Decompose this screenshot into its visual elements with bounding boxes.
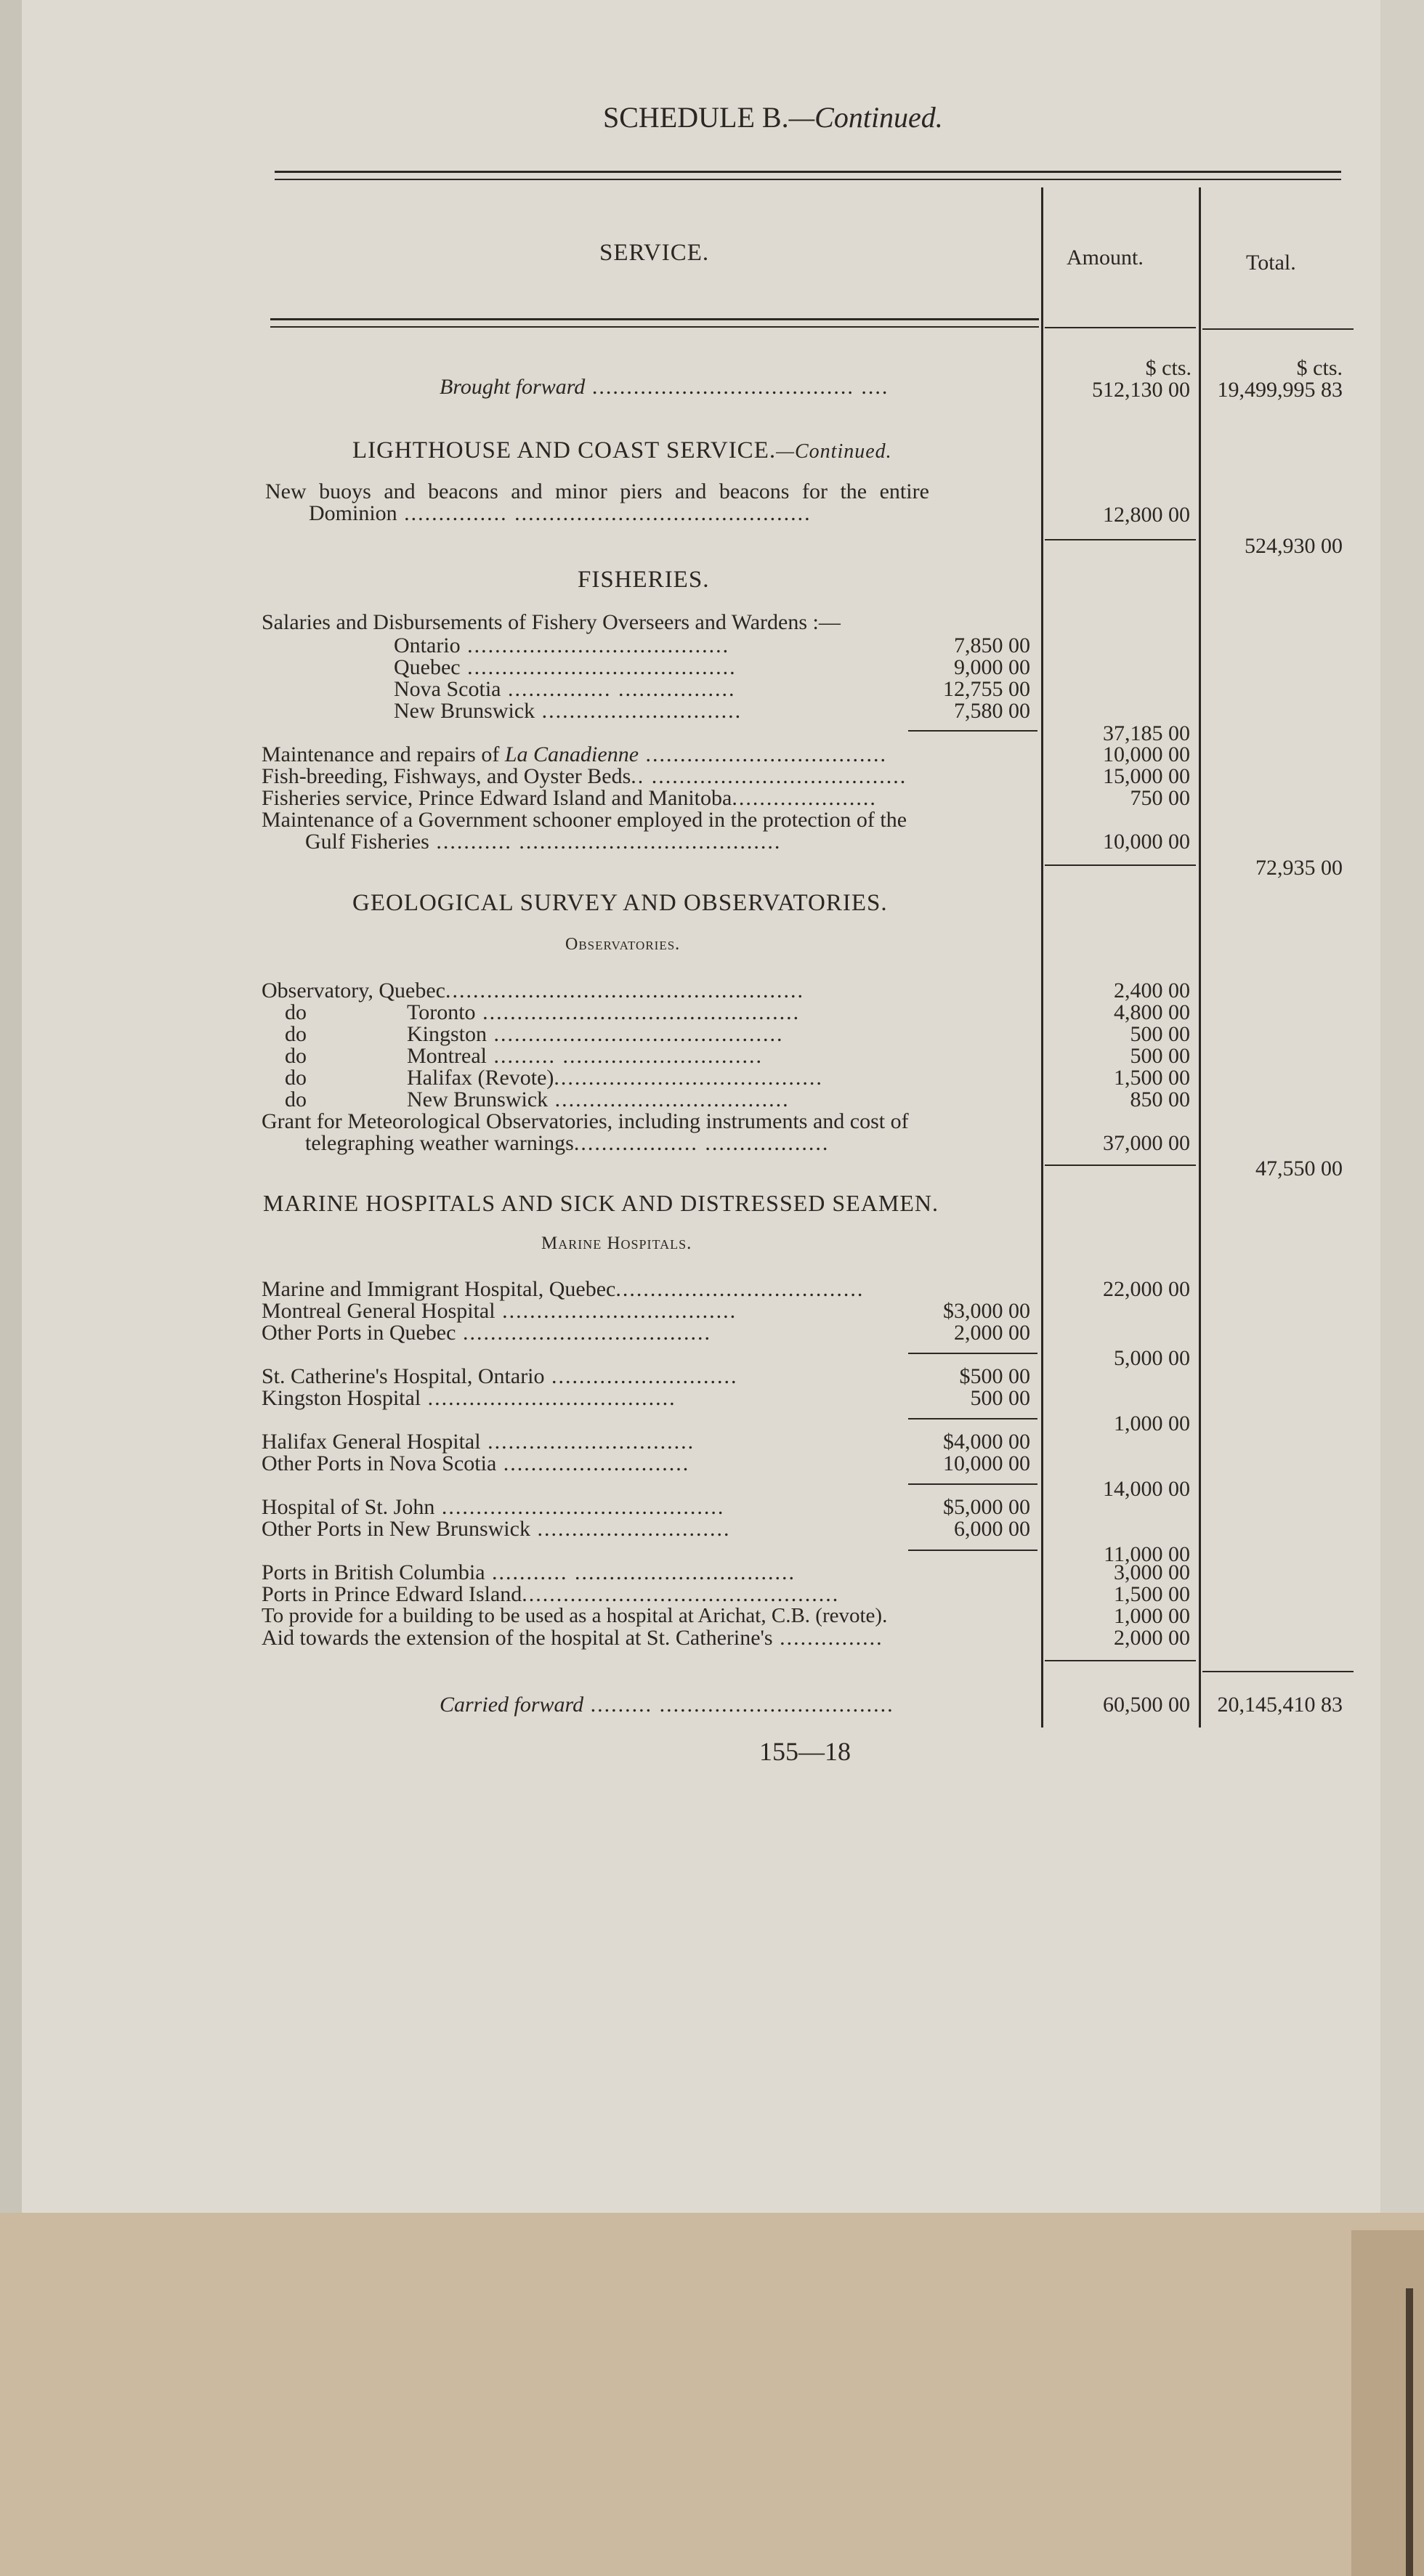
salaries-subtotal-rule — [908, 730, 1037, 732]
halifax-row: Halifax General Hospital .............................. — [262, 1430, 695, 1454]
kingston-hospital-value: 500 00 — [970, 1386, 1030, 1410]
province-quebec: Quebec ....................................... — [394, 655, 737, 679]
maintenance-amount: 10,000 00 — [1103, 742, 1190, 766]
aid-amount: 2,000 00 — [1114, 1626, 1190, 1650]
lighthouse-total: 524,930 00 — [1245, 534, 1343, 558]
montreal-row: Montreal General Hospital .................................. — [262, 1299, 737, 1323]
column-header-amount: Amount. — [1067, 246, 1144, 270]
brought-forward-amount: 512,130 00 — [1092, 378, 1190, 402]
observatory-kingston: do — [285, 1022, 307, 1046]
pei-fisheries-amount: 750 00 — [1130, 786, 1190, 810]
page-number: 155—18 — [759, 1737, 851, 1766]
observatory-toronto-amount: 4,800 00 — [1114, 1000, 1190, 1024]
column-divider-right — [1199, 187, 1201, 1728]
province-nova-scotia-value: 12,755 00 — [943, 677, 1030, 701]
lighthouse-item-amount: 12,800 00 — [1103, 503, 1190, 527]
quebec-hospital-amount: 22,000 00 — [1103, 1277, 1190, 1301]
column-header-service: SERVICE. — [599, 240, 710, 266]
pei-ports-amount: 1,500 00 — [1114, 1582, 1190, 1606]
observatory-toronto: do — [285, 1000, 307, 1024]
observatory-montreal: do — [285, 1044, 307, 1068]
observatory-new-brunswick-place: New Brunswick .................................. — [407, 1087, 790, 1111]
observatory-halifax-place: Halifax (Revote)....................................... — [407, 1066, 823, 1090]
other-nb-value: 6,000 00 — [954, 1517, 1030, 1541]
arichat-amount: 1,000 00 — [1114, 1604, 1190, 1628]
marine-heading: MARINE HOSPITALS AND SICK AND DISTRESSED SEAMEN. — [263, 1190, 939, 1216]
underlying-page — [0, 2213, 1424, 2576]
province-ontario: Ontario ...................................... — [394, 633, 730, 657]
column-header-total: Total. — [1246, 251, 1296, 275]
quebec-hospital-row: Marine and Immigrant Hospital, Quebec.................................... — [262, 1277, 865, 1301]
pei-ports-row: Ports in Prince Edward Island.............................................. — [262, 1582, 840, 1606]
schooner-line1: Maintenance of a Government schooner employed in the protection of the — [262, 808, 907, 832]
other-nb-row: Other Ports in New Brunswick ............................ — [262, 1517, 731, 1541]
page-left-shadow — [0, 0, 22, 2576]
observatory-halifax: do — [285, 1066, 307, 1090]
lighthouse-item-line1: New buoys and beacons and minor piers and beacons for the entire — [265, 479, 929, 503]
halifax-value: $4,000 00 — [943, 1430, 1030, 1454]
province-new-brunswick: New Brunswick ............................. — [394, 699, 743, 723]
header-rule-total — [1202, 328, 1354, 330]
geological-subtotal-rule — [1045, 1165, 1196, 1166]
observatory-quebec: Observatory, Quebec.................................................... — [262, 979, 804, 1003]
nb-group-amount: 11,000 00 — [1104, 1542, 1190, 1566]
grant-line2: telegraphing weather warnings.................. .................. — [305, 1131, 830, 1155]
bc-row: Ports in British Columbia ........... ................................ — [262, 1560, 796, 1584]
carried-forward-amount: 60,500 00 — [1103, 1693, 1190, 1717]
marine-subtotal-rule — [1045, 1660, 1196, 1661]
lighthouse-item-line2: Dominion ............... ........................................... — [309, 501, 812, 525]
binding-edge — [1406, 2288, 1413, 2576]
marine-subheading: Marine Hospitals. — [541, 1234, 692, 1253]
header-rule-top — [275, 171, 1341, 180]
fishbreeding-amount: 15,000 00 — [1103, 764, 1190, 788]
pei-fisheries-row: Fisheries service, Prince Edward Island and Manitoba..................... — [262, 786, 877, 810]
province-ontario-value: 7,850 00 — [954, 633, 1030, 657]
geological-heading: GEOLOGICAL SURVEY AND OBSERVATORIES. — [352, 890, 888, 916]
ns-group-rule — [908, 1483, 1037, 1485]
total-units: $ cts. — [1296, 356, 1343, 380]
observatory-kingston-place: Kingston .......................................... — [407, 1022, 784, 1046]
ontario-group-rule — [908, 1418, 1037, 1419]
geological-total: 47,550 00 — [1255, 1157, 1343, 1180]
kingston-hospital-row: Kingston Hospital .................................... — [262, 1386, 676, 1410]
nb-group-rule — [908, 1550, 1037, 1551]
bc-amount: 3,000 00 — [1114, 1560, 1190, 1584]
ns-group-amount: 14,000 00 — [1103, 1477, 1190, 1501]
brought-forward-total: 19,499,995 83 — [1217, 378, 1343, 402]
lighthouse-heading: LIGHTHOUSE AND COAST SERVICE.—Continued. — [352, 437, 892, 463]
schooner-amount: 10,000 00 — [1103, 830, 1190, 854]
carried-forward-total: 20,145,410 83 — [1217, 1693, 1343, 1717]
page-title: SCHEDULE B.—Continued. — [603, 101, 943, 134]
observatory-montreal-place: Montreal ......... ............................. — [407, 1044, 763, 1068]
salaries-label: Salaries and Disbursements of Fishery Overseers and Wardens :— — [262, 610, 841, 634]
page-fold — [1351, 2230, 1424, 2576]
observatory-halifax-amount: 1,500 00 — [1114, 1066, 1190, 1090]
province-quebec-value: 9,000 00 — [954, 655, 1030, 679]
other-quebec-row: Other Ports in Quebec .................................... — [262, 1321, 711, 1345]
stcath-row: St. Catherine's Hospital, Ontario ........................... — [262, 1364, 738, 1388]
column-divider-left — [1041, 187, 1043, 1728]
header-rule-bottom — [270, 318, 1039, 328]
aid-row: Aid towards the extension of the hospital at St. Catherine's ............... — [262, 1626, 883, 1650]
carried-forward-row: Carried forward ......... .................................. — [440, 1693, 894, 1717]
observatory-new-brunswick-amount: 850 00 — [1130, 1087, 1190, 1111]
amount-units: $ cts. — [1145, 356, 1192, 380]
maintenance-row: Maintenance and repairs of La Canadienne ................................... — [262, 742, 888, 766]
stjohn-row: Hospital of St. John ......................................... — [262, 1495, 725, 1519]
arichat-row: To provide for a building to be used as a hospital at Arichat, C.B. (revote). — [262, 1604, 888, 1627]
quebec-group-amount: 5,000 00 — [1114, 1346, 1190, 1370]
grant-line1: Grant for Meteorological Observatories, including instruments and cost of — [262, 1109, 909, 1133]
other-quebec-value: 2,000 00 — [954, 1321, 1030, 1345]
observatory-new-brunswick: do — [285, 1087, 307, 1111]
right-margin — [1380, 0, 1424, 2213]
fisheries-subtotal-rule — [1045, 864, 1196, 866]
fishbreeding-row: Fish-breeding, Fishways, and Oyster Beds.. ..................................... — [262, 764, 907, 788]
stcath-value: $500 00 — [959, 1364, 1030, 1388]
total-column-rule — [1202, 1671, 1354, 1672]
brought-forward-row: Brought forward ...................................... .... — [440, 375, 889, 399]
header-rule-amount — [1045, 327, 1196, 328]
fisheries-heading: FISHERIES. — [578, 567, 710, 593]
province-nova-scotia: Nova Scotia ............... ................. — [394, 677, 736, 701]
observatory-kingston-amount: 500 00 — [1130, 1022, 1190, 1046]
observatory-montreal-amount: 500 00 — [1130, 1044, 1190, 1068]
stjohn-value: $5,000 00 — [943, 1495, 1030, 1519]
schooner-line2: Gulf Fisheries ........... ...................................... — [305, 830, 782, 854]
province-new-brunswick-value: 7,580 00 — [954, 699, 1030, 723]
lighthouse-subtotal-rule — [1045, 539, 1196, 540]
observatories-subheading: Observatories. — [565, 935, 681, 954]
salaries-amount: 37,185 00 — [1103, 721, 1190, 745]
montreal-value: $3,000 00 — [943, 1299, 1030, 1323]
grant-amount: 37,000 00 — [1103, 1131, 1190, 1155]
observatory-quebec-amount: 2,400 00 — [1114, 979, 1190, 1003]
other-ns-row: Other Ports in Nova Scotia ........................... — [262, 1451, 690, 1475]
observatory-toronto-place: Toronto .............................................. — [407, 1000, 801, 1024]
fisheries-total: 72,935 00 — [1255, 856, 1343, 880]
ontario-group-amount: 1,000 00 — [1114, 1411, 1190, 1435]
other-ns-value: 10,000 00 — [943, 1451, 1030, 1475]
quebec-group-rule — [908, 1353, 1037, 1354]
